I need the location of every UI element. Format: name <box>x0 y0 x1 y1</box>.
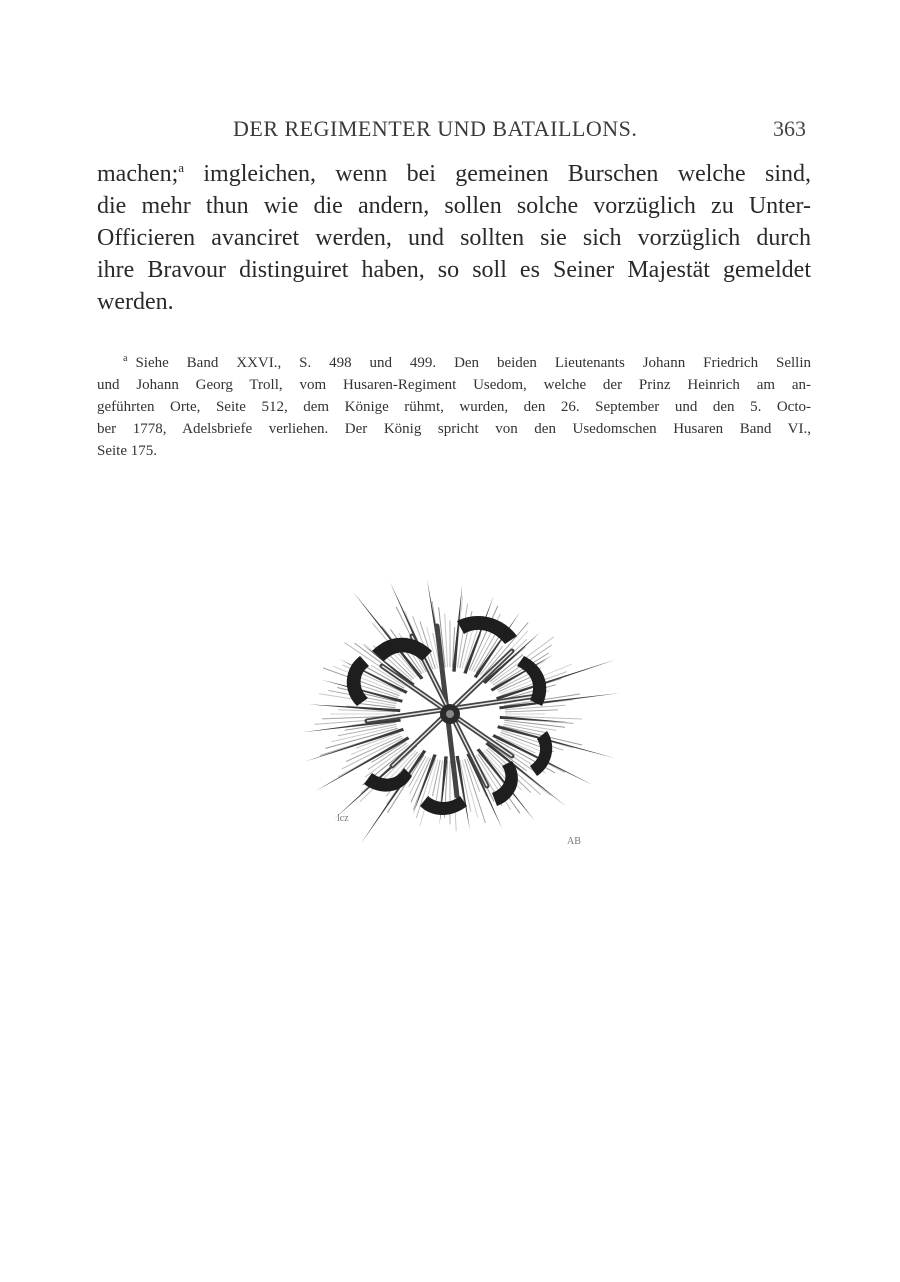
body-line-text: machen; <box>97 161 179 187</box>
footnote-line: ber 1778, Adelsbriefe verliehen. Der König spricht von den Usedomschen Husaren Band VI., <box>97 421 811 437</box>
starburst-ray <box>445 614 448 668</box>
body-line-text: imgleichen, wenn bei gemeinen Burschen welche sind, <box>203 161 811 187</box>
starburst-ray <box>505 710 558 712</box>
body-line <box>97 158 811 190</box>
footnote-line: und Johann Georg Troll, vom Husaren-Regiment Usedom, welche der Prinz Heinrich am an- <box>97 377 811 393</box>
starburst-spike <box>309 704 401 712</box>
signature-right: AB <box>567 836 581 847</box>
engraver-signatures <box>337 813 581 847</box>
footnote-line: Seite 175. <box>97 443 157 459</box>
footnote-marker: a <box>123 353 128 364</box>
running-title: DER REGIMENTER UND BATAILLONS. <box>233 116 638 141</box>
starburst-spike <box>463 596 494 674</box>
starburst-spike <box>452 584 462 671</box>
page-number: 363 <box>773 116 806 141</box>
starburst-trophy-vignette-icon <box>262 556 642 860</box>
starburst-spike <box>496 660 616 701</box>
body-paragraph <box>97 158 811 318</box>
footnote-line: geführten Orte, Seite 512, dem Könige rühmt, wurden, den 26. September und den 5. Octo- <box>97 399 811 415</box>
body-line: werden. <box>97 289 174 315</box>
footnote-reference: a <box>178 160 185 175</box>
body-line: Officieren avanciret werden, und sollten sie sich vorzüglich durch <box>97 225 811 251</box>
body-line: die mehr thun wie die andern, sollen solche vorzüglich zu Unter- <box>97 193 811 219</box>
body-line: ihre Bravour distinguiret haben, so soll es Seiner Majestät gemeldet <box>97 257 811 283</box>
signature-left: lcz <box>337 813 349 824</box>
running-head <box>0 116 900 146</box>
footnote-line-text: Siehe Band XXVI., S. 498 und 499. Den beiden Lieutenants Johann Friedrich Sellin <box>135 355 811 371</box>
footnote-line <box>97 352 811 374</box>
center-rosette <box>440 704 460 724</box>
footnote <box>97 352 811 462</box>
